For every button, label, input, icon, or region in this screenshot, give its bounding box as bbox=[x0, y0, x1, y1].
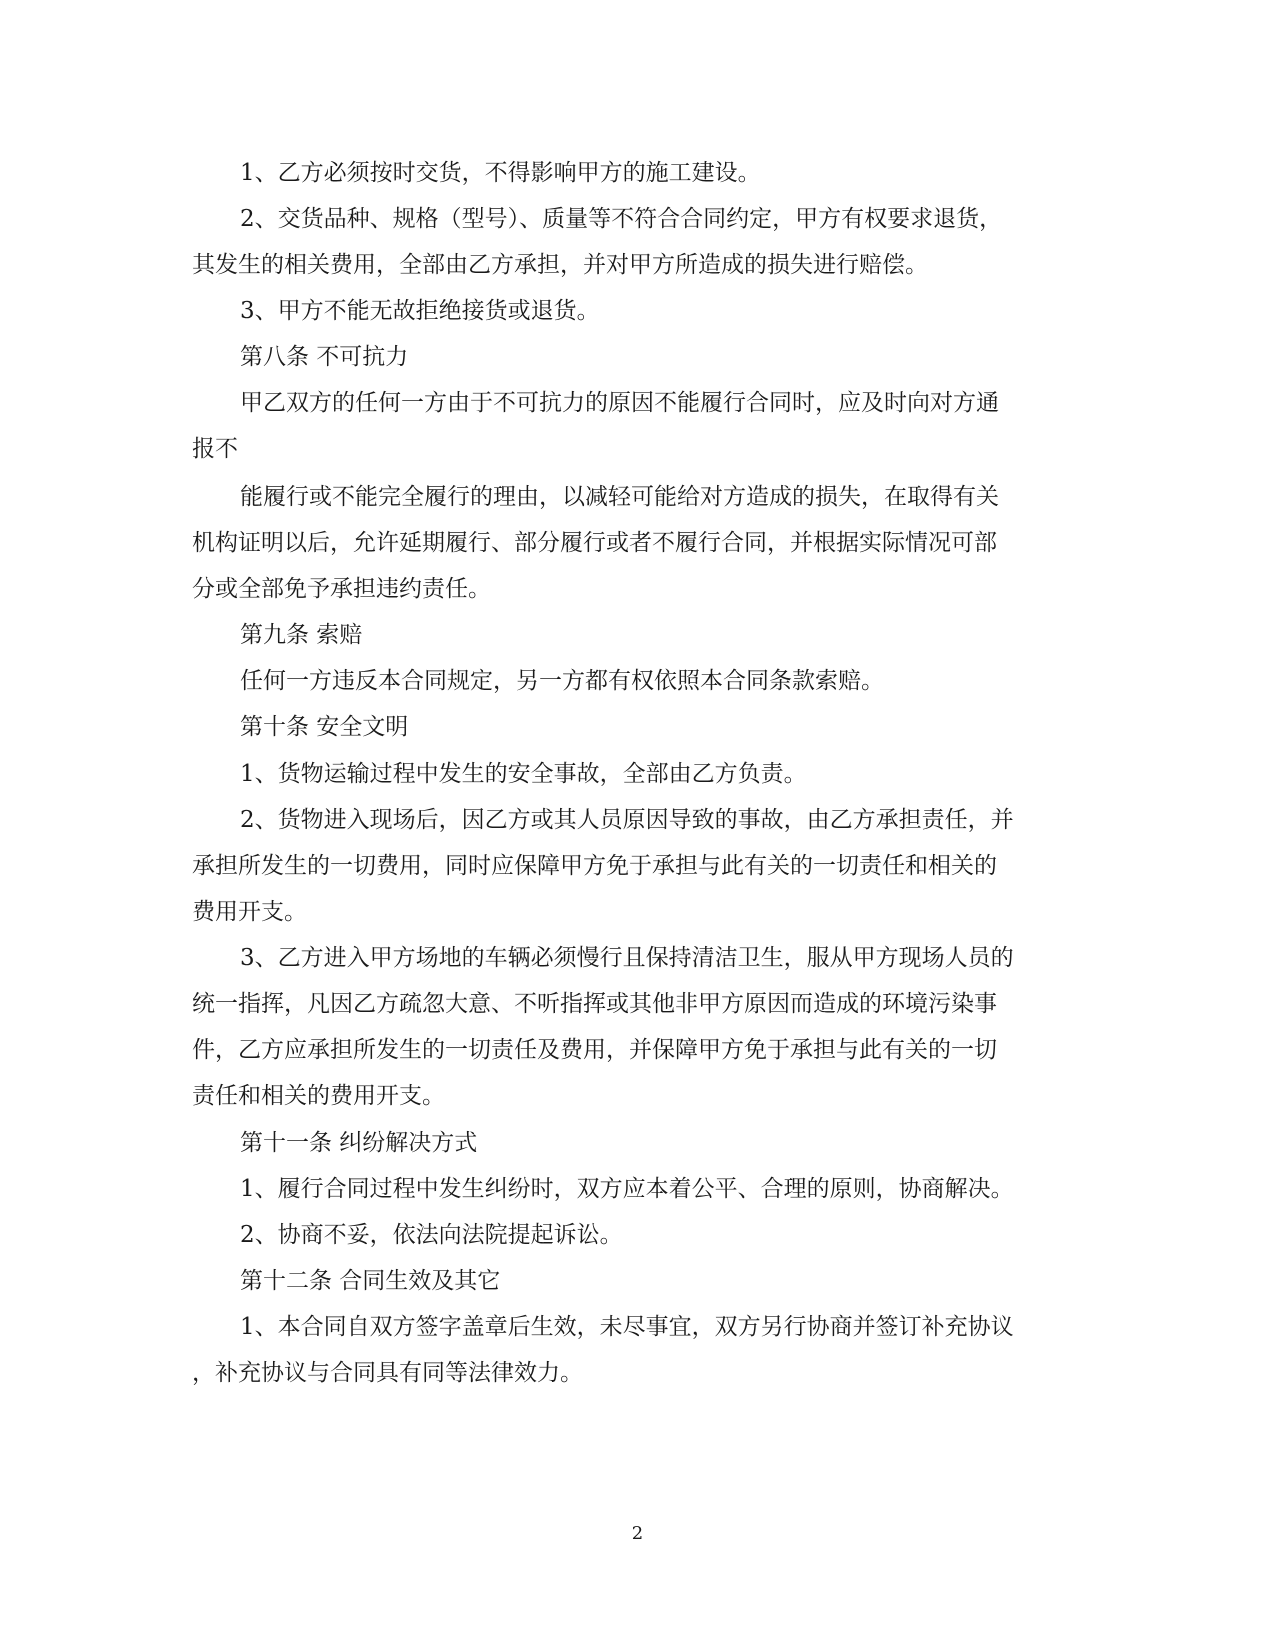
text-line: 责任和相关的费用开支。 bbox=[192, 1083, 445, 1109]
text-line: 件，乙方应承担所发生的一切责任及费用，并保障甲方免于承担与此有关的一切 bbox=[192, 1037, 997, 1063]
text-line: 1、履行合同过程中发生纠纷时，双方应本着公平、合理的原则，协商解决。 bbox=[240, 1176, 1014, 1202]
section-heading: 第八条 不可抗力 bbox=[240, 344, 409, 370]
section-heading: 第九条 索赔 bbox=[240, 622, 363, 648]
text-line: 任何一方违反本合同规定，另一方都有权依照本合同条款索赔。 bbox=[240, 668, 884, 694]
text-line: 1、货物运输过程中发生的安全事故，全部由乙方负责。 bbox=[240, 761, 807, 787]
section-heading: 第十条 安全文明 bbox=[240, 714, 409, 740]
text-line: 1、乙方必须按时交货，不得影响甲方的施工建设。 bbox=[240, 160, 761, 186]
text-line: 统一指挥，凡因乙方疏忽大意、不听指挥或其他非甲方原因而造成的环境污染事 bbox=[192, 991, 997, 1017]
text-line: 其发生的相关费用，全部由乙方承担，并对甲方所造成的损失进行赔偿。 bbox=[192, 252, 928, 278]
text-line: 分或全部免予承担违约责任。 bbox=[192, 576, 491, 602]
text-line: 费用开支。 bbox=[192, 899, 307, 925]
section-heading: 第十二条 合同生效及其它 bbox=[240, 1268, 501, 1294]
text-line: ，补充协议与合同具有同等法律效力。 bbox=[192, 1360, 583, 1386]
text-line: 2、货物进入现场后，因乙方或其人员原因导致的事故，由乙方承担责任，并 bbox=[240, 807, 1014, 833]
text-line: 能履行或不能完全履行的理由，以减轻可能给对方造成的损失，在取得有关 bbox=[240, 484, 999, 510]
text-line: 2、协商不妥，依法向法院提起诉讼。 bbox=[240, 1222, 623, 1248]
text-line: 3、乙方进入甲方场地的车辆必须慢行且保持清洁卫生，服从甲方现场人员的 bbox=[240, 945, 1014, 971]
text-line: 3、甲方不能无故拒绝接货或退货。 bbox=[240, 298, 600, 324]
page-number: 2 bbox=[631, 1523, 644, 1544]
text-line: 报不 bbox=[192, 436, 238, 462]
text-line: 2、交货品种、规格（型号）、质量等不符合合同约定，甲方有权要求退货， bbox=[240, 206, 1003, 232]
section-heading: 第十一条 纠纷解决方式 bbox=[240, 1130, 478, 1156]
text-line: 承担所发生的一切费用，同时应保障甲方免于承担与此有关的一切责任和相关的 bbox=[192, 853, 997, 879]
text-line: 1、本合同自双方签字盖章后生效，未尽事宜，双方另行协商并签订补充协议 bbox=[240, 1314, 1014, 1340]
text-line: 甲乙双方的任何一方由于不可抗力的原因不能履行合同时，应及时向对方通 bbox=[240, 390, 999, 416]
text-line: 机构证明以后，允许延期履行、部分履行或者不履行合同，并根据实际情况可部 bbox=[192, 530, 997, 556]
